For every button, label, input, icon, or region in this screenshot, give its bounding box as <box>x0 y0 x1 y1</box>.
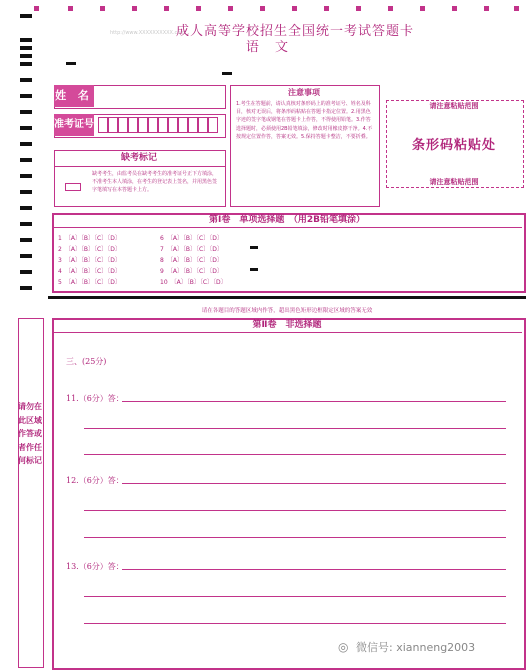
tick <box>324 6 329 11</box>
timing-mark <box>20 14 32 18</box>
section-three-label: 三、(25分) <box>66 357 107 366</box>
exam-id-label: 准考证号 <box>54 114 94 136</box>
timing-mark <box>20 254 32 258</box>
barcode-top-label: 请注意粘贴范围 <box>429 102 479 110</box>
id-cell[interactable] <box>168 117 178 133</box>
faint-url: http://www.XXXXXXXXXX.com <box>110 30 186 36</box>
timing-mark <box>20 38 32 42</box>
timing-mark <box>20 190 32 194</box>
choice-row[interactable]: 1 〔A〕〔B〕〔C〕〔D〕 <box>58 235 121 242</box>
timing-mark <box>20 238 32 242</box>
absent-checkbox[interactable] <box>65 183 81 191</box>
tick <box>164 6 169 11</box>
id-cell[interactable] <box>138 117 148 133</box>
id-cell[interactable] <box>108 117 118 133</box>
timing-mark <box>20 126 32 130</box>
tick <box>68 6 73 11</box>
part1-title: 第Ⅰ卷 单项选择题 （用2B铅笔填涂） <box>52 213 522 228</box>
id-cell[interactable] <box>178 117 188 133</box>
timing-mark <box>20 222 32 226</box>
page-title: 成人高等学校招生全国统一考试答题卡 <box>175 24 414 39</box>
choice-row[interactable]: 10 〔A〕〔B〕〔C〕〔D〕 <box>160 279 227 286</box>
barcode-bottom-label: 请注意粘贴范围 <box>429 178 479 186</box>
answer-area-warning: 请在各题目的答题区域内作答，超出黑色矩形边框限定区域的答案无效 <box>201 308 373 314</box>
no-write-strip <box>18 318 44 668</box>
timing-mark <box>20 110 32 114</box>
timing-mark <box>20 286 32 290</box>
choice-row[interactable]: 5 〔A〕〔B〕〔C〕〔D〕 <box>58 279 121 286</box>
id-cell[interactable] <box>158 117 168 133</box>
answer-line[interactable] <box>84 537 506 538</box>
id-cell[interactable] <box>198 117 208 133</box>
tick <box>514 6 519 11</box>
timing-mark <box>20 62 32 66</box>
notice-text: 1.考生在答题前，请认真核对条形码上的准考证号、姓名及科目，核对无误后，将条形码粘贴在答题卡指定位置。2.用黑色字迹的签字笔或钢笔在答题卡上作答，不得使用铅笔。3.作答选择题时，必须使用2B铅笔填涂，修改时用橡皮擦干净。4.不按规定位置作答，答案无效。5.保持答题卡整洁，不要折叠。 <box>236 101 373 140</box>
tick <box>132 6 137 11</box>
question-13-label: 13.（6分）答： <box>66 562 124 571</box>
timing-mark <box>20 54 32 58</box>
mark <box>222 72 232 75</box>
answer-line[interactable] <box>122 569 506 570</box>
section-divider <box>48 296 526 299</box>
id-cell[interactable] <box>148 117 158 133</box>
answer-line[interactable] <box>84 623 506 624</box>
tick <box>484 6 489 11</box>
subject-title: 语 文 <box>245 40 295 55</box>
choice-row[interactable]: 7 〔A〕〔B〕〔C〕〔D〕 <box>160 246 223 253</box>
choice-row[interactable]: 4 〔A〕〔B〕〔C〕〔D〕 <box>58 268 121 275</box>
question-11-label: 11.（6分）答： <box>66 394 124 403</box>
name-label: 姓 名 <box>54 85 94 107</box>
timing-mark <box>20 46 32 50</box>
id-cell[interactable] <box>188 117 198 133</box>
timing-mark <box>20 78 32 82</box>
id-cell[interactable] <box>118 117 128 133</box>
timing-mark <box>20 206 32 210</box>
choice-row[interactable]: 2 〔A〕〔B〕〔C〕〔D〕 <box>58 246 121 253</box>
absent-instructions: 缺考考生，由监考员在缺考考生的准考证号正下方填涂，不准考生本人填涂，在考生的登记表上签名，并用黑色签字笔填写在本答题卡上方。 <box>92 171 218 193</box>
answer-line[interactable] <box>84 510 506 511</box>
answer-line[interactable] <box>84 454 506 455</box>
mark <box>66 62 76 65</box>
choice-row[interactable]: 8 〔A〕〔B〕〔C〕〔D〕 <box>160 257 223 264</box>
mark <box>250 246 258 249</box>
question-12-label: 12.（6分）答： <box>66 476 124 485</box>
tick <box>196 6 201 11</box>
answer-line[interactable] <box>122 483 506 484</box>
part2-title: 第Ⅱ卷 非选择题 <box>52 318 522 333</box>
mark <box>250 268 258 271</box>
timing-mark <box>20 174 32 178</box>
answer-line[interactable] <box>84 428 506 429</box>
watermark-text: 微信号: xianneng2003 <box>356 641 476 654</box>
choice-row[interactable]: 3 〔A〕〔B〕〔C〕〔D〕 <box>58 257 121 264</box>
timing-mark <box>20 142 32 146</box>
tick <box>356 6 361 11</box>
notice-title: 注意事项 <box>288 88 320 97</box>
tick <box>292 6 297 11</box>
id-cell[interactable] <box>128 117 138 133</box>
tick <box>228 6 233 11</box>
tick <box>260 6 265 11</box>
id-cell[interactable] <box>98 117 108 133</box>
timing-mark <box>20 158 32 162</box>
timing-mark <box>20 94 32 98</box>
wechat-icon: ◎ <box>338 640 349 654</box>
choice-row[interactable]: 9 〔A〕〔B〕〔C〕〔D〕 <box>160 268 223 275</box>
divider <box>54 166 226 167</box>
tick <box>452 6 457 11</box>
answer-line[interactable] <box>122 401 506 402</box>
absent-mark-title: 缺考标记 <box>120 153 157 163</box>
answer-line[interactable] <box>84 596 506 597</box>
part2-box <box>52 318 526 670</box>
timing-mark <box>20 270 32 274</box>
tick <box>388 6 393 11</box>
tick <box>420 6 425 11</box>
choice-row[interactable]: 6 〔A〕〔B〕〔C〕〔D〕 <box>160 235 223 242</box>
tick <box>34 6 39 11</box>
barcode-main-label: 条形码粘贴处 <box>411 138 496 153</box>
id-cell[interactable] <box>208 117 218 133</box>
no-write-strip-text: 请勿在此区域作答或者作任何标记 <box>18 402 42 466</box>
tick <box>100 6 105 11</box>
